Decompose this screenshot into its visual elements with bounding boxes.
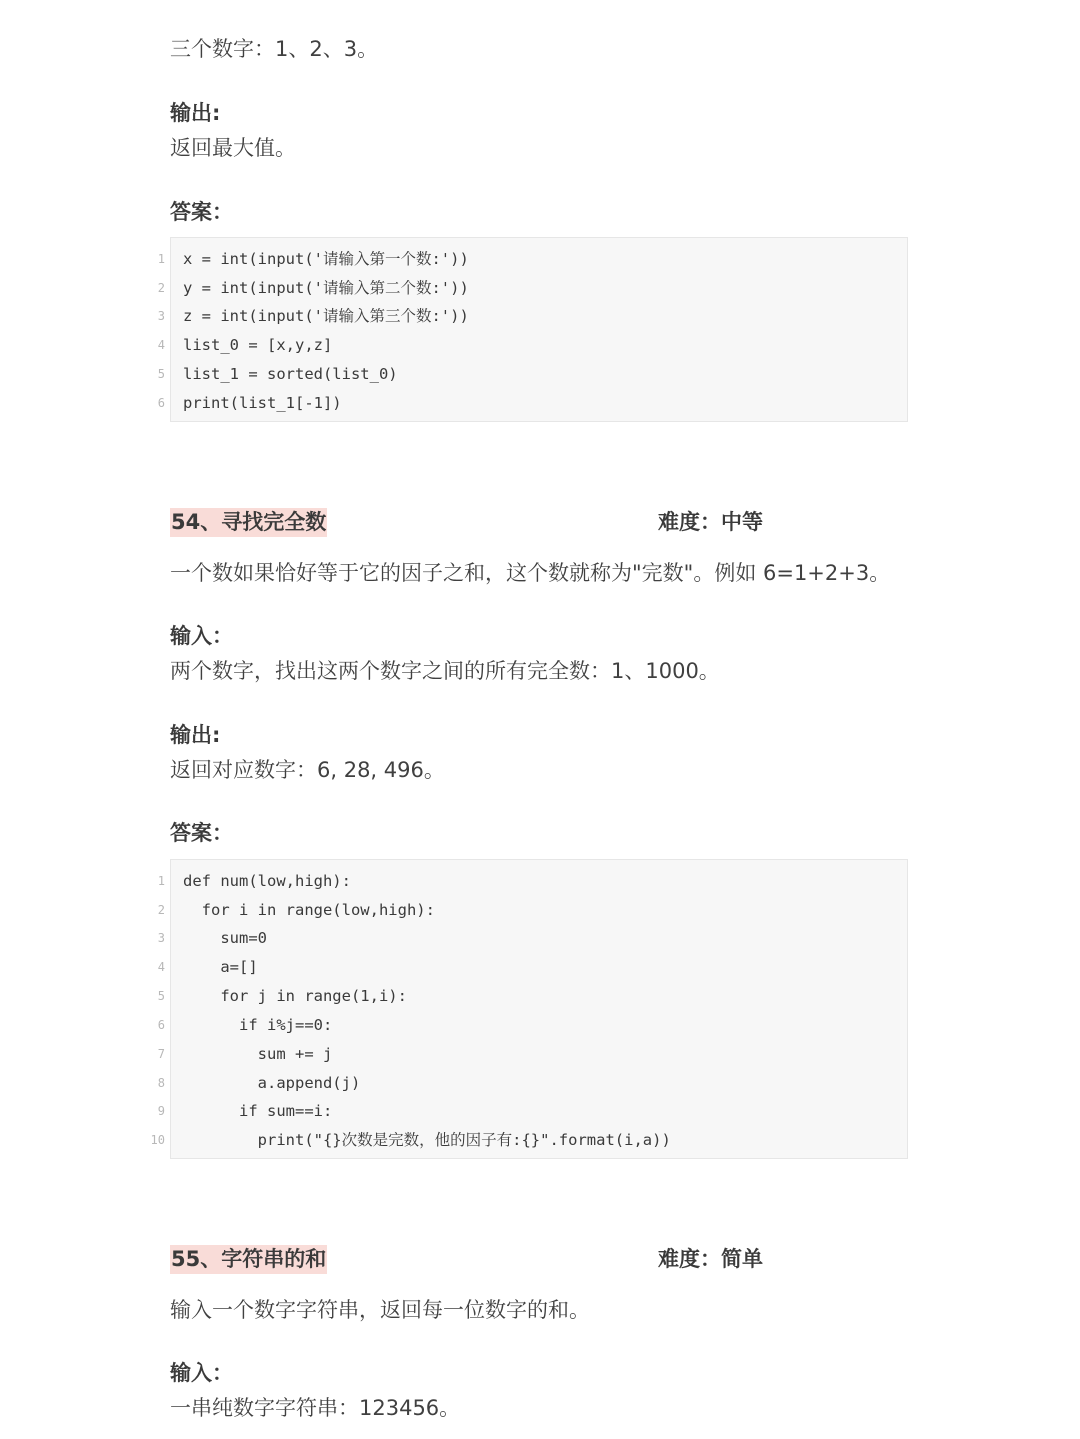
difficulty-55: 难度：简单 bbox=[658, 1247, 763, 1271]
description-55: 输入一个数字字符串，返回每一位数字的和。 bbox=[170, 1298, 590, 1322]
difficulty-54: 难度：中等 bbox=[658, 510, 763, 534]
code-line bbox=[157, 1011, 907, 1040]
code-text: sum += j bbox=[183, 1045, 333, 1063]
code-line bbox=[157, 302, 907, 331]
intro-text: 三个数字：1、2、3。 bbox=[170, 37, 379, 61]
code-text: x = int(input('请输入第一个数:')) bbox=[183, 250, 469, 268]
line-number: 6 bbox=[157, 1018, 165, 1032]
code-line bbox=[157, 1040, 907, 1069]
line-number: 1 bbox=[157, 874, 165, 888]
line-number: 7 bbox=[157, 1047, 165, 1061]
line-number: 9 bbox=[157, 1104, 165, 1118]
code-line bbox=[157, 331, 907, 360]
code-text: sum=0 bbox=[183, 929, 267, 947]
code-text: a.append(j) bbox=[183, 1074, 361, 1092]
line-number: 1 bbox=[157, 252, 165, 266]
section-title-54: 54、寻找完全数 bbox=[170, 507, 327, 537]
code-line bbox=[150, 1126, 907, 1155]
line-number: 5 bbox=[157, 989, 165, 1003]
code-line bbox=[157, 953, 907, 982]
line-number: 4 bbox=[157, 338, 165, 352]
code-line bbox=[157, 867, 907, 896]
output-text: 返回对应数字：6, 28, 496。 bbox=[170, 758, 445, 782]
code-text: if sum==i: bbox=[183, 1102, 333, 1120]
code-text: for j in range(1,i): bbox=[183, 987, 407, 1005]
input-text: 两个数字，找出这两个数字之间的所有完全数：1、1000。 bbox=[170, 659, 720, 683]
code-line bbox=[157, 1097, 907, 1126]
answer-label: 答案： bbox=[170, 821, 233, 845]
code-text: print("{}次数是完数，他的因子有:{}".format(i,a)) bbox=[183, 1131, 671, 1149]
output-label: 输出: bbox=[170, 723, 221, 747]
code-text: y = int(input('请输入第二个数:')) bbox=[183, 279, 469, 297]
code-text: list_0 = [x,y,z] bbox=[183, 336, 333, 354]
code-text: list_1 = sorted(list_0) bbox=[183, 365, 398, 383]
line-number: 10 bbox=[150, 1133, 165, 1147]
input-label: 输入： bbox=[170, 1361, 233, 1385]
line-number: 6 bbox=[157, 396, 165, 410]
code-line bbox=[157, 360, 907, 389]
code-text: def num(low,high): bbox=[183, 872, 351, 890]
input-text: 一串纯数字字符串：123456。 bbox=[170, 1396, 461, 1420]
code-line bbox=[157, 896, 907, 925]
input-label: 输入： bbox=[170, 624, 233, 648]
code-text: if i%j==0: bbox=[183, 1016, 333, 1034]
description-54: 一个数如果恰好等于它的因子之和，这个数就称为"完数"。例如 6=1+2+3。 bbox=[170, 561, 891, 585]
code-line bbox=[157, 245, 907, 274]
line-number: 3 bbox=[157, 309, 165, 323]
code-line bbox=[157, 274, 907, 303]
code-line bbox=[157, 982, 907, 1011]
line-number: 4 bbox=[157, 960, 165, 974]
code-line bbox=[157, 389, 907, 418]
line-number: 8 bbox=[157, 1076, 165, 1090]
line-number: 2 bbox=[157, 281, 165, 295]
code-text: z = int(input('请输入第三个数:')) bbox=[183, 307, 469, 325]
code-text: a=[] bbox=[183, 958, 258, 976]
answer-label: 答案： bbox=[170, 200, 233, 224]
output-text: 返回最大值。 bbox=[170, 136, 296, 160]
output-label: 输出: bbox=[170, 101, 221, 125]
code-line bbox=[157, 1069, 907, 1098]
line-number: 2 bbox=[157, 903, 165, 917]
line-number: 3 bbox=[157, 931, 165, 945]
line-number: 5 bbox=[157, 367, 165, 381]
code-text: for i in range(low,high): bbox=[183, 901, 435, 919]
code-line bbox=[157, 924, 907, 953]
code-block-54 bbox=[150, 859, 908, 1159]
code-text: print(list_1[-1]) bbox=[183, 394, 342, 412]
section-title-55: 55、字符串的和 bbox=[170, 1244, 327, 1274]
code-block-53 bbox=[157, 237, 908, 422]
